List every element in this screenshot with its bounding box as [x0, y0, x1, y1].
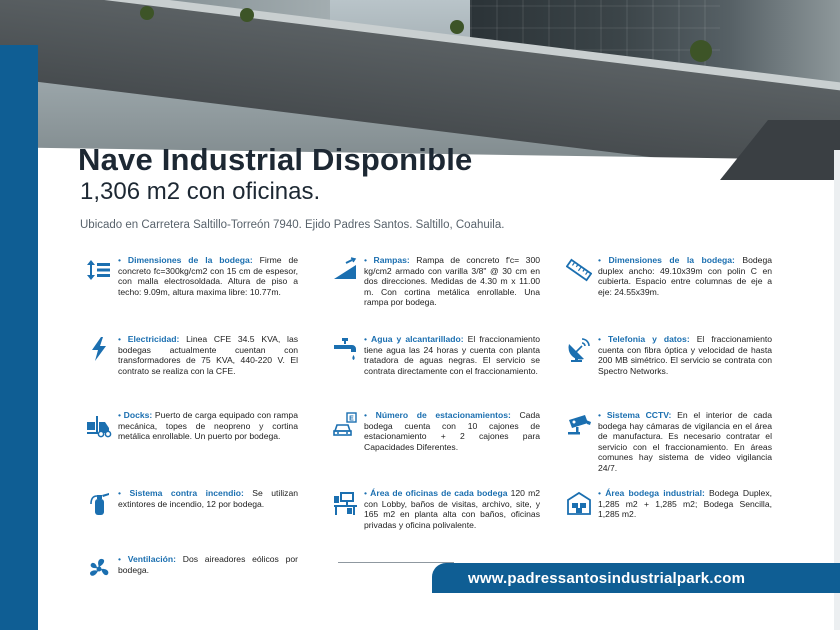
feature-text: • Área de oficinas de cada bodega 120 m2 con Lobby, baños de visitas, archivo, site, y 165 m2 en planta alta con baños, oficinas privadas y oficina polivalente. — [364, 488, 541, 530]
feature-dimensiones — [80, 255, 298, 297]
feature-label: Ventilación: — [127, 554, 176, 564]
feature-text: • Electricidad: Linea CFE 34.5 KVA, las bodegas actualmente cuentan con transformadores de 75 KVA, 440-220 V. El contrato se realiza con la CFE. — [118, 334, 299, 376]
feature-cctv — [560, 410, 772, 473]
feature-telefonia — [560, 334, 772, 376]
divider-line — [338, 562, 454, 563]
feature-text: • Docks: Puerto de carga equipado con rampa mecánica, topes de neopreno y cortina metálica enrollable. Un puerto por bodega. — [118, 410, 298, 441]
tree — [450, 20, 464, 34]
ramp-icon — [326, 255, 364, 285]
feature-text: • Número de estacionamientos: Cada bodega cuenta con 10 cajones de estacionamiento + 2 cajones para Capacidades Diferentes. — [364, 410, 541, 452]
office-desk-icon — [326, 488, 364, 518]
feature-label: Número de estacionamientos: — [375, 410, 511, 420]
feature-text: • Ventilación: Dos aireadores eólicos por bodega. — [118, 554, 299, 575]
right-edge — [834, 150, 840, 630]
feature-docks — [80, 410, 298, 442]
ruler-icon — [560, 255, 598, 285]
feature-oficinas — [326, 488, 540, 530]
feature-label: Sistema contra incendio: — [129, 488, 244, 498]
page-title: Nave Industrial Disponible — [78, 142, 473, 177]
website-url[interactable]: www.padressantosindustrialpark.com — [468, 569, 746, 587]
feature-bodega-industrial — [560, 488, 772, 520]
fire-extinguisher-icon — [80, 488, 118, 518]
water-tap-icon — [326, 334, 364, 364]
feature-text: • Rampas: Rampa de concreto f'c= 300 kg/cm2 armado con varilla 3/8" @ 30 cm en dos direcciones. Medidas de 4.30 m x 11.00 m. Con cortina metálica enrollable. Una rampa por bodega. — [364, 255, 540, 307]
feature-label: Dimensiones de la bodega: — [608, 255, 735, 265]
feature-electricidad — [80, 334, 298, 376]
left-accent-bar — [0, 45, 38, 630]
feature-label: Área de oficinas de cada bodega — [370, 488, 508, 498]
feature-incendio — [80, 488, 298, 518]
satellite-dish-icon — [560, 334, 598, 364]
feature-text: • Dimensiones de la bodega: Bodega duplex ancho: 49.10x39m con polin C en cubierta. Espacio entre columnas de eje a eje: 24.55x39m. — [598, 255, 773, 297]
svg-text:E: E — [349, 415, 354, 423]
height-arrows-icon — [80, 255, 118, 285]
feature-text: • Telefonia y datos: El fraccionamiento cuenta con fibra óptica y velocidad de hasta 200 MB simétrico. El servicio se contrata con Spectro Networks. — [598, 334, 773, 376]
feature-label: Agua y alcantarillado: — [371, 334, 464, 344]
tree — [140, 6, 154, 20]
feature-text: • Área bodega industrial: Bodega Duplex, 1,285 m2 + 1,285 m2; Bodega Sencilla, 1,285 m2. — [598, 488, 772, 519]
tree — [240, 8, 254, 22]
feature-text: • Sistema CCTV: En el interior de cada bodega hay cámaras de vigilancia en el área de manufactura. Es necesario contratar el servicio con el fraccionamiento. En áreas comunes hay sistema de video vigilancia 24/7. — [598, 410, 772, 473]
feature-label: Docks: — [123, 410, 153, 420]
feature-agua — [326, 334, 540, 376]
tree — [690, 40, 712, 62]
cctv-camera-icon — [560, 410, 598, 440]
feature-text: • Agua y alcantarillado: El fraccionamiento tiene agua las 24 horas y cuenta con planta tratadora de aguas negras. El servicio se contrata directamente con el fraccionamiento. — [364, 334, 540, 376]
fan-icon — [80, 554, 118, 584]
website-banner — [432, 563, 840, 593]
feature-text: • Sistema contra incendio: Se utilizan extintores de incendio, 12 por bodega. — [118, 488, 299, 509]
feature-label: Rampas: — [373, 255, 410, 265]
feature-text: • Dimensiones de la bodega: Firme de concreto fc=300kg/cm2 con 15 cm de espesor, con malla electrosoldada. Altura de piso a techo: 9.09m, altura maxima libre: 10.77m. — [118, 255, 299, 297]
lightning-icon — [80, 334, 118, 364]
feature-ventilacion — [80, 554, 298, 584]
feature-estacionamientos — [326, 410, 540, 452]
feature-label: Electricidad: — [127, 334, 180, 344]
feature-rampas — [326, 255, 540, 308]
location-text: Ubicado en Carretera Saltillo-Torreón 7940. Ejido Padres Santos. Saltillo, Coahuila. — [80, 219, 505, 231]
forklift-icon — [80, 410, 118, 440]
feature-label: Sistema CCTV: — [606, 410, 672, 420]
feature-label: Área bodega industrial: — [605, 488, 705, 498]
warehouse-icon — [560, 488, 598, 518]
feature-label: Telefonia y datos: — [608, 334, 690, 344]
feature-dimensiones-2 — [560, 255, 772, 297]
parking-car-icon — [326, 410, 364, 440]
feature-label: Dimensiones de la bodega: — [127, 255, 253, 265]
page-subtitle: 1,306 m2 con oficinas. — [80, 178, 321, 205]
